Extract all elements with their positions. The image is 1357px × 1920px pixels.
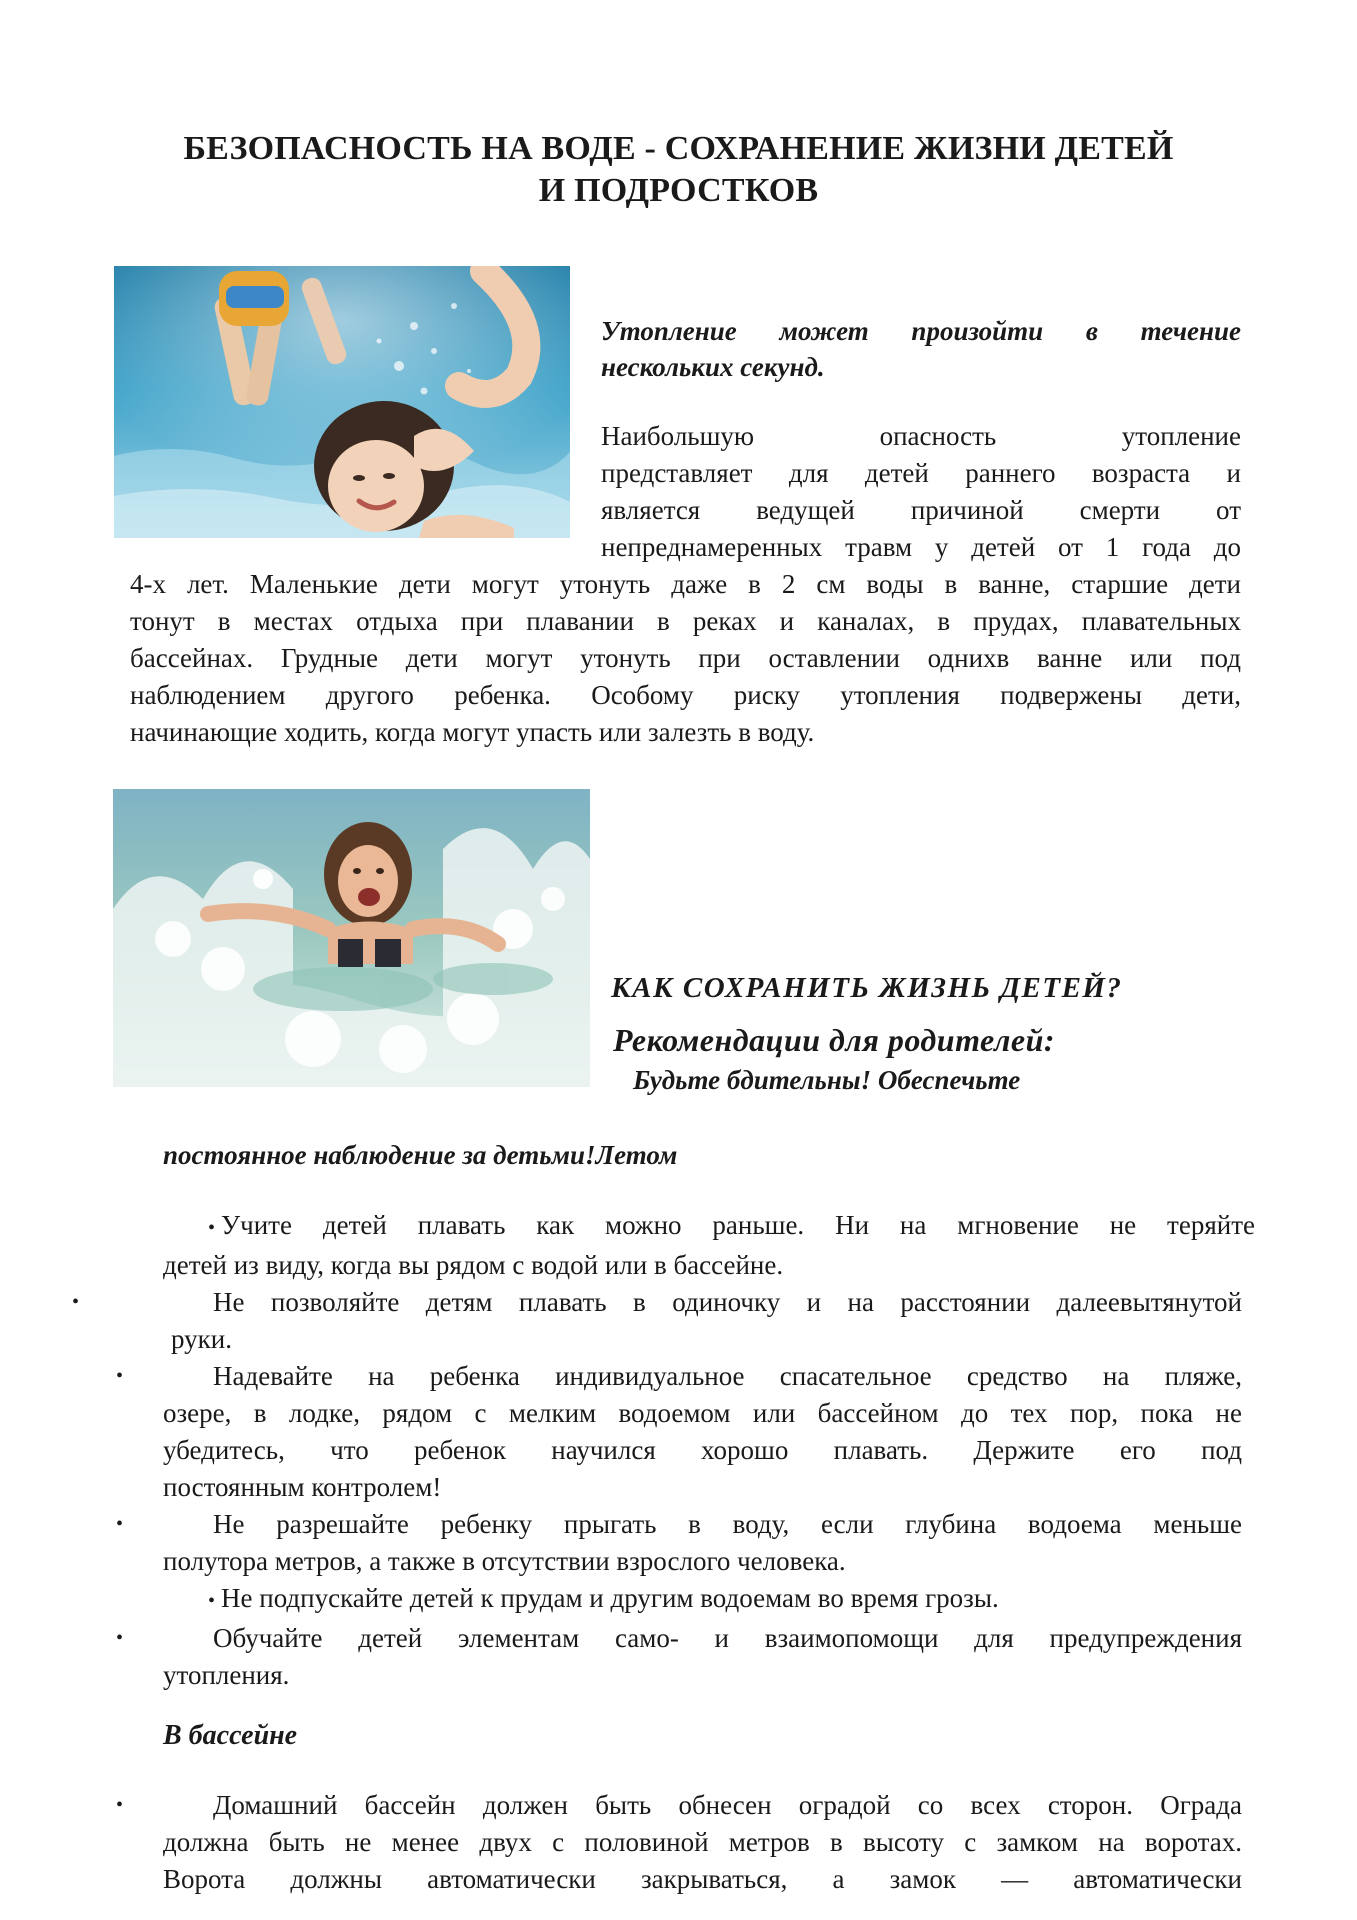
list-item xyxy=(116,1358,1242,1506)
list-item-line: Не разрешайте ребенку прыгать в воду, если глубина водоема меньше xyxy=(213,1509,1242,1539)
pool-list xyxy=(116,1787,1242,1898)
list-item-line: Надевайте на ребенка индивидуальное спасательное средство на пляже, xyxy=(213,1361,1242,1391)
parents-recommendations-heading: Рекомендации для родителей: xyxy=(613,1022,1056,1058)
list-item-line: постоянным контролем! xyxy=(163,1472,442,1502)
paragraph-line: представляет для детей раннего возраста и xyxy=(601,458,1241,488)
bullet-icon: • xyxy=(116,1627,124,1649)
list-item xyxy=(72,1284,1242,1358)
paragraph-line: наблюдением другого ребенка. Особому риску утопления подвержены дети, xyxy=(130,680,1241,710)
paragraph-line: бассейнах. Грудные дети могут утонуть при оставлении однихв ванне или под xyxy=(130,643,1241,673)
bullet-icon: • xyxy=(72,1291,80,1313)
bullet-icon: • xyxy=(116,1365,124,1387)
list-item-line: полутора метров, а также в отсутствии взрослого человека. xyxy=(163,1546,846,1576)
pool-heading: В бассейне xyxy=(163,1720,298,1751)
list-item xyxy=(116,1506,1242,1580)
lead-sentence xyxy=(601,313,1241,385)
list-item xyxy=(116,1620,1242,1694)
paragraph-line: непреднамеренных травм у детей от 1 года до xyxy=(601,532,1241,562)
page-title xyxy=(0,128,1357,212)
list-item-line: детей из виду, когда вы рядом с водой или в бассейне. xyxy=(163,1250,784,1280)
list-item-line: утопления. xyxy=(163,1660,290,1690)
bullet-icon: • xyxy=(116,1794,124,1816)
list-item-line: озере, в лодке, рядом с мелким водоемом или бассейном до тех пор, пока не xyxy=(163,1398,1242,1428)
list-item-line: убедитесь, что ребенок научился хорошо плавать. Держите его под xyxy=(163,1435,1242,1465)
paragraph-line: Наибольшую опасность утопление xyxy=(601,421,1241,451)
paragraph-line: 4-х лет. Маленькие дети могут утонуть даже в 2 см воды в ванне, старшие дети xyxy=(130,569,1241,599)
list-item-line: • Не подпускайте детей к прудам и другим водоемам во время грозы. xyxy=(208,1583,999,1613)
list-item-line: руки. xyxy=(171,1324,232,1354)
list-item-line: Ворота должны автоматически закрываться, а замок — автоматически xyxy=(163,1864,1242,1894)
observation-text: постоянное наблюдение за детьми!Летом xyxy=(163,1140,678,1170)
list-item-line: Не позволяйте детям плавать в одиночку и на расстоянии далеевытянутой xyxy=(213,1287,1242,1317)
lead-line-1: Утопление может произойти в течение xyxy=(601,316,1241,346)
bullet-icon: • xyxy=(116,1513,124,1535)
recommendations-list xyxy=(72,1207,1255,1694)
list-item xyxy=(163,1580,1242,1620)
list-item-line: должна быть не менее двух с половиной метров в высоту с замком на воротах. xyxy=(163,1827,1242,1857)
vigilance-text: Будьте бдительны! Обеспечьте xyxy=(633,1065,1021,1095)
list-item-line: • Учите детей плавать как можно раньше. Ни на мгновение не теряйте xyxy=(208,1210,1255,1240)
paragraph-line: начинающие ходить, когда могут упасть или залезть в воду. xyxy=(130,717,815,747)
bullet-icon: • xyxy=(208,1590,216,1612)
lead-line-2: нескольких секунд. xyxy=(601,352,825,382)
paragraph-line: тонут в местах отдыха при плавании в реках и каналах, в прудах, плавательных xyxy=(130,606,1241,636)
title-line-1: БЕЗОПАСНОСТЬ НА ВОДЕ - СОХРАНЕНИЕ ЖИЗНИ ДЕТЕЙ xyxy=(183,130,1174,167)
intro-paragraph-right xyxy=(601,418,1241,566)
girl-in-waves-photo xyxy=(113,789,590,1087)
list-item-line: Домашний бассейн должен быть обнесен оградой со всех сторон. Ограда xyxy=(213,1790,1242,1820)
how-to-save-heading: КАК СОХРАНИТЬ ЖИЗНЬ ДЕТЕЙ? xyxy=(611,972,1123,1004)
intro-paragraph-full xyxy=(130,566,1241,751)
bullet-icon: • xyxy=(208,1217,216,1239)
title-line-2: И ПОДРОСТКОВ xyxy=(538,172,819,209)
underwater-swimming-photo xyxy=(114,266,570,538)
paragraph-line: является ведущей причиной смерти от xyxy=(601,495,1241,525)
list-item xyxy=(116,1787,1242,1898)
list-item-line: Обучайте детей элементам само- и взаимопомощи для предупреждения xyxy=(213,1623,1242,1653)
list-item xyxy=(163,1207,1255,1284)
